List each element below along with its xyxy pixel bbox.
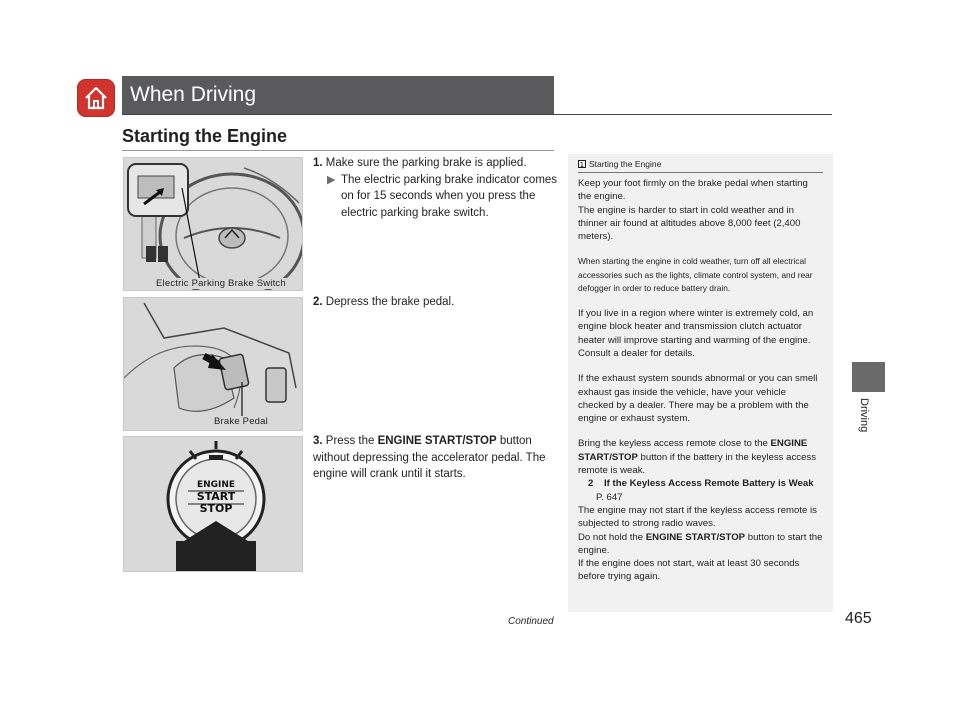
note-paragraph: If the exhaust system sounds abnormal or you can smell exhaust gas inside the vehicle, have your vehicle checked by a dealer. There may be a problem with the engine or exhaust system. bbox=[578, 373, 818, 425]
cross-reference-link[interactable] bbox=[578, 477, 823, 504]
button-text-engine: ENGINE bbox=[196, 480, 236, 490]
sidebar-heading bbox=[578, 159, 823, 169]
sidebar-heading-divider bbox=[578, 172, 823, 173]
note-paragraph: The engine may not start if the keyless access remote is subjected to strong radio waves. bbox=[578, 504, 817, 530]
home-button[interactable] bbox=[77, 79, 115, 117]
step-keyword: ENGINE START/STOP bbox=[377, 435, 497, 447]
start-stop-button-text bbox=[184, 479, 248, 515]
note-paragraph bbox=[578, 531, 823, 558]
chapter-tab-label: Driving bbox=[858, 398, 870, 433]
page-title: When Driving bbox=[122, 76, 554, 114]
step-text: Press the bbox=[325, 435, 378, 447]
step-text-cont: button without depressing the accelerator pedal. The engine will crank until it starts. bbox=[313, 435, 546, 480]
section-title: Starting the Engine bbox=[122, 126, 288, 146]
step-3 bbox=[313, 433, 558, 483]
step-number: 1. bbox=[313, 157, 323, 169]
section-divider bbox=[122, 150, 554, 151]
chapter-tab[interactable] bbox=[852, 362, 885, 392]
note-paragraph bbox=[578, 437, 823, 477]
step-number: 3. bbox=[313, 435, 323, 447]
step-result-text: The electric parking brake indicator comes on for 15 seconds when you press the electric parking brake switch. bbox=[341, 173, 558, 219]
svg-text:1: 1 bbox=[579, 161, 585, 168]
step-text: Depress the brake pedal. bbox=[325, 296, 455, 308]
step-number: 2. bbox=[313, 296, 323, 308]
continued-label: Continued bbox=[508, 616, 554, 627]
title-divider bbox=[122, 114, 832, 115]
pedal-illustration bbox=[124, 298, 303, 431]
figure-caption-brake-pedal: Brake Pedal bbox=[214, 416, 268, 427]
note-text: button to start the engine. bbox=[578, 531, 823, 556]
reference-title: If the Keyless Access Remote Battery is Weak bbox=[604, 478, 814, 490]
note-marker-icon bbox=[578, 160, 586, 168]
sidebar-heading-text: Starting the Engine bbox=[589, 159, 662, 169]
button-text-stop: STOP bbox=[199, 502, 233, 515]
note-keyword: ENGINE START/STOP bbox=[645, 531, 746, 543]
reference-arrow-icon: 2 bbox=[588, 478, 594, 490]
sidebar-notes bbox=[568, 154, 833, 612]
button-text-start: START bbox=[196, 490, 236, 503]
step-1-result bbox=[327, 172, 558, 222]
note-keyword: ENGINE START/STOP bbox=[578, 438, 808, 463]
result-arrow-icon: ▶ bbox=[327, 173, 336, 186]
note-text: button if the battery in the keyless access remote is weak. bbox=[578, 451, 817, 477]
note-paragraph: If you live in a region where winter is extremely cold, an engine block heater and transmission clutch actuator heater will improve starting and warming of the engine. Consult a dealer for details. bbox=[578, 308, 814, 359]
figure-engine-start-stop bbox=[123, 436, 303, 572]
note-text: Do not hold the bbox=[578, 531, 646, 543]
home-icon bbox=[83, 85, 109, 111]
note-paragraph: Keep your foot firmly on the brake pedal when starting the engine. bbox=[578, 178, 808, 203]
figure-parking-brake-switch bbox=[123, 157, 303, 291]
figure-brake-pedal bbox=[123, 297, 303, 431]
step-text: Make sure the parking brake is applied. bbox=[325, 157, 527, 169]
figure-caption-parking-brake: Electric Parking Brake Switch bbox=[156, 278, 286, 289]
step-2 bbox=[313, 294, 558, 311]
reference-page: P. 647 bbox=[596, 491, 623, 503]
dashboard-illustration bbox=[124, 158, 303, 291]
note-paragraph: When starting the engine in cold weather, turn off all electrical accessories such as the lights, climate control system, and rear defogger in order to reduce battery drain. bbox=[578, 256, 813, 293]
note-text: Bring the keyless access remote close to the bbox=[578, 438, 771, 450]
step-1 bbox=[313, 155, 558, 221]
page-number: 465 bbox=[845, 610, 872, 627]
note-paragraph: The engine is harder to start in cold weather and in thinner air found at altitudes above 8,000 feet (2,400 meters). bbox=[578, 204, 801, 243]
note-paragraph: If the engine does not start, wait at least 30 seconds before trying again. bbox=[578, 558, 800, 583]
